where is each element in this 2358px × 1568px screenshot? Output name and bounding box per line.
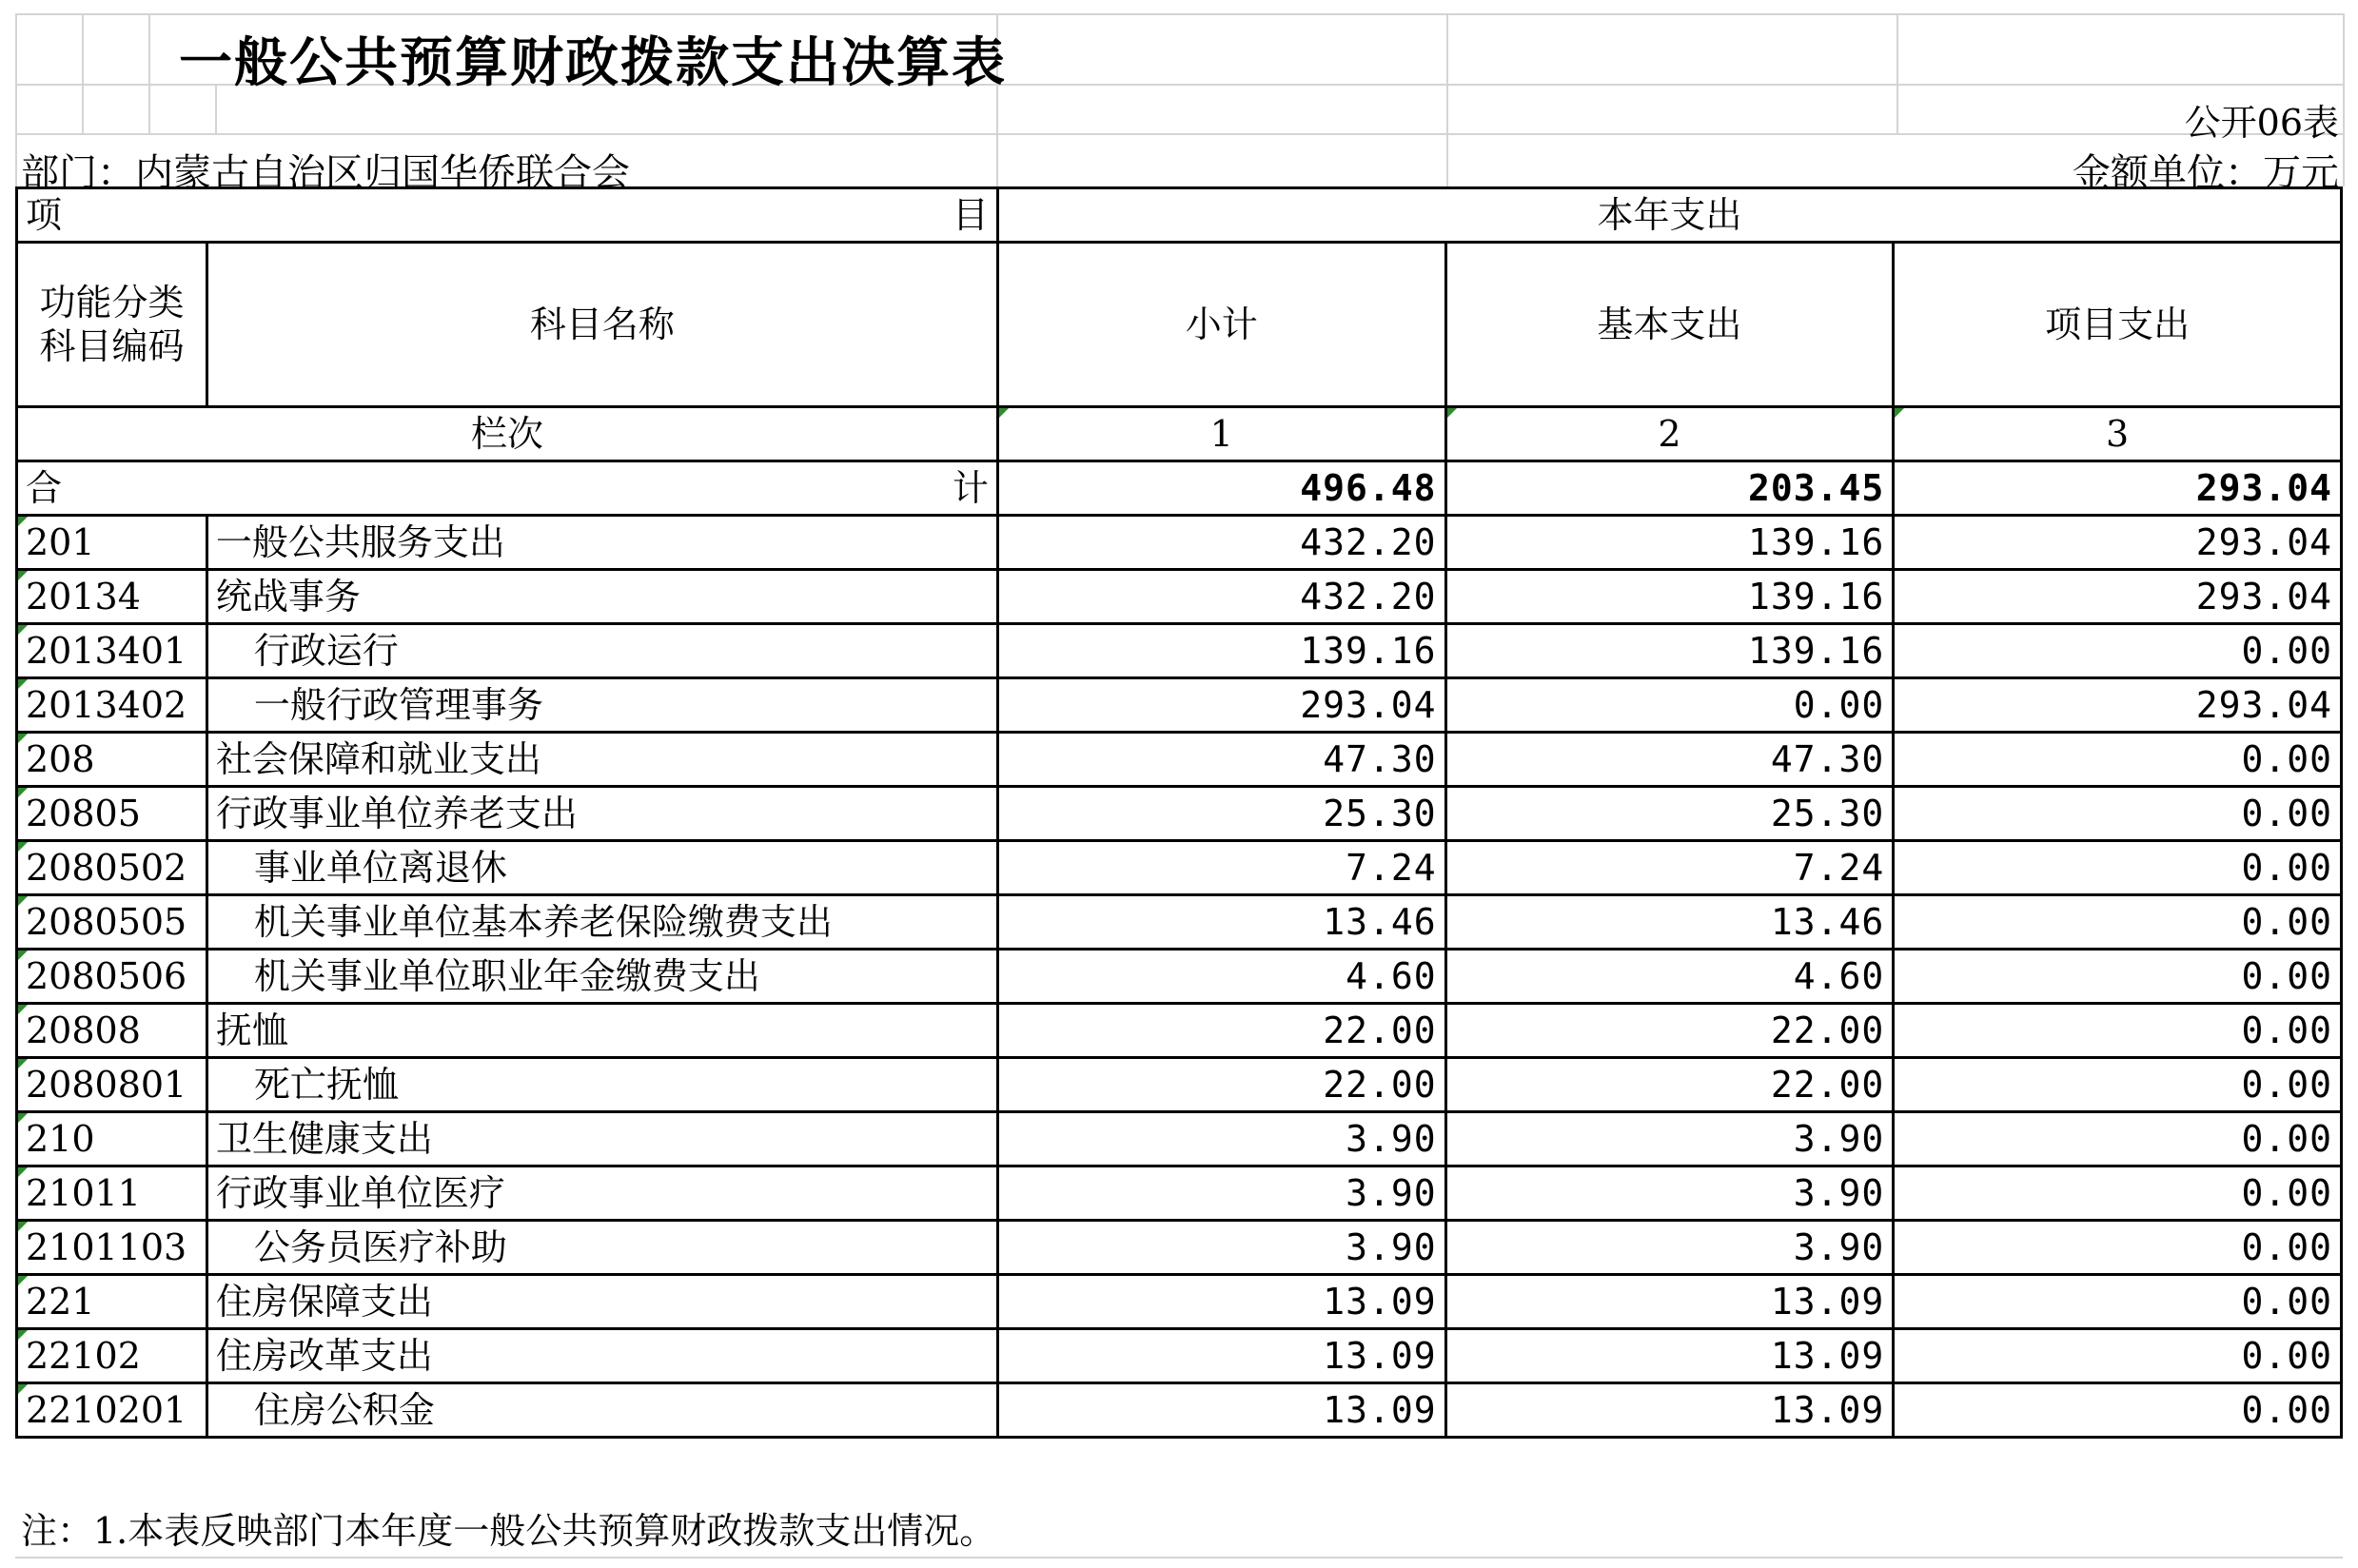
subtotal-cell: 13.09 bbox=[997, 1383, 1445, 1438]
basic-cell: 3.90 bbox=[1445, 1166, 1894, 1221]
basic-cell: 3.90 bbox=[1445, 1112, 1894, 1166]
gridline bbox=[15, 13, 2343, 15]
subject-name-cell: 机关事业单位基本养老保险缴费支出 bbox=[206, 895, 997, 950]
subtotal-cell: 4.60 bbox=[997, 950, 1445, 1004]
total-basic: 203.45 bbox=[1445, 461, 1894, 516]
project-cell: 0.00 bbox=[1894, 733, 2342, 787]
subtotal-cell: 13.09 bbox=[997, 1329, 1445, 1383]
func-code-cell: 20808 bbox=[17, 1004, 207, 1058]
project-header: 项目支出 bbox=[1894, 243, 2342, 407]
table-row bbox=[17, 678, 2342, 733]
basic-cell: 13.09 bbox=[1445, 1275, 1894, 1329]
basic-cell: 13.09 bbox=[1445, 1329, 1894, 1383]
project-cell: 293.04 bbox=[1894, 678, 2342, 733]
project-cell: 0.00 bbox=[1894, 1329, 2342, 1383]
gridline bbox=[15, 1557, 2343, 1558]
project-cell: 0.00 bbox=[1894, 787, 2342, 841]
subject-name-cell: 行政事业单位养老支出 bbox=[206, 787, 997, 841]
table-row bbox=[17, 1004, 2342, 1058]
department-label: 部门：内蒙古自治区归国华侨联合会 bbox=[21, 151, 630, 195]
subtotal-cell: 432.20 bbox=[997, 570, 1445, 624]
func-code-cell: 201 bbox=[17, 516, 207, 570]
basic-cell: 3.90 bbox=[1445, 1221, 1894, 1275]
table-row bbox=[17, 733, 2342, 787]
func-code-header bbox=[17, 243, 207, 407]
func-code-cell: 221 bbox=[17, 1275, 207, 1329]
func-code-cell: 2080801 bbox=[17, 1058, 207, 1112]
basic-cell: 22.00 bbox=[1445, 1004, 1894, 1058]
project-cell: 0.00 bbox=[1894, 1275, 2342, 1329]
subject-name-cell: 统战事务 bbox=[206, 570, 997, 624]
table-number: 公开06表 bbox=[2184, 102, 2339, 144]
basic-cell: 13.46 bbox=[1445, 895, 1894, 950]
header-row-2 bbox=[17, 243, 2342, 407]
table-row bbox=[17, 1329, 2342, 1383]
total-row bbox=[17, 461, 2342, 516]
gridline bbox=[2343, 13, 2345, 186]
subtotal-cell: 293.04 bbox=[997, 678, 1445, 733]
total-project: 293.04 bbox=[1894, 461, 2342, 516]
column-number-2: 2 bbox=[1445, 407, 1894, 461]
subtotal-cell: 3.90 bbox=[997, 1112, 1445, 1166]
item-header-right: 目 bbox=[952, 194, 989, 236]
table-row bbox=[17, 1275, 2342, 1329]
column-number-1: 1 bbox=[997, 407, 1445, 461]
subject-name-header: 科目名称 bbox=[206, 243, 997, 407]
subject-name-cell: 住房公积金 bbox=[206, 1383, 997, 1438]
subject-name-cell: 行政事业单位医疗 bbox=[206, 1166, 997, 1221]
table-row bbox=[17, 787, 2342, 841]
basic-cell: 22.00 bbox=[1445, 1058, 1894, 1112]
subject-name-cell: 社会保障和就业支出 bbox=[206, 733, 997, 787]
subtotal-cell: 139.16 bbox=[997, 624, 1445, 678]
project-cell: 0.00 bbox=[1894, 950, 2342, 1004]
project-cell: 0.00 bbox=[1894, 841, 2342, 895]
func-code-header-line2: 科目编码 bbox=[39, 325, 185, 367]
total-subtotal: 496.48 bbox=[997, 461, 1445, 516]
subtotal-cell: 22.00 bbox=[997, 1004, 1445, 1058]
column-number-3: 3 bbox=[1894, 407, 2342, 461]
project-cell: 0.00 bbox=[1894, 624, 2342, 678]
amount-unit-label: 金额单位：万元 bbox=[2073, 151, 2339, 195]
header-row-1 bbox=[17, 188, 2342, 243]
gridline bbox=[1446, 13, 1448, 186]
func-code-cell: 2080505 bbox=[17, 895, 207, 950]
gridline bbox=[15, 133, 2343, 135]
table-row bbox=[17, 841, 2342, 895]
subject-name-cell: 公务员医疗补助 bbox=[206, 1221, 997, 1275]
table-row bbox=[17, 1166, 2342, 1221]
table-row bbox=[17, 950, 2342, 1004]
table-row bbox=[17, 1221, 2342, 1275]
total-label-left: 合 bbox=[26, 467, 63, 509]
item-header-cell bbox=[17, 188, 998, 243]
gridline bbox=[1896, 13, 1898, 133]
subtotal-cell: 13.46 bbox=[997, 895, 1445, 950]
basic-cell: 4.60 bbox=[1445, 950, 1894, 1004]
subject-name-cell: 死亡抚恤 bbox=[206, 1058, 997, 1112]
basic-cell: 47.30 bbox=[1445, 733, 1894, 787]
func-code-cell: 2080502 bbox=[17, 841, 207, 895]
project-cell: 0.00 bbox=[1894, 1058, 2342, 1112]
subtotal-cell: 3.90 bbox=[997, 1221, 1445, 1275]
basic-header: 基本支出 bbox=[1445, 243, 1894, 407]
table-row bbox=[17, 570, 2342, 624]
subtotal-cell: 3.90 bbox=[997, 1166, 1445, 1221]
subject-name-cell: 机关事业单位职业年金缴费支出 bbox=[206, 950, 997, 1004]
basic-cell: 13.09 bbox=[1445, 1383, 1894, 1438]
basic-cell: 0.00 bbox=[1445, 678, 1894, 733]
subject-name-cell: 行政运行 bbox=[206, 624, 997, 678]
table-row bbox=[17, 1058, 2342, 1112]
column-number-label: 栏次 bbox=[17, 407, 998, 461]
func-code-cell: 2101103 bbox=[17, 1221, 207, 1275]
project-cell: 0.00 bbox=[1894, 1221, 2342, 1275]
project-cell: 0.00 bbox=[1894, 1004, 2342, 1058]
subject-name-cell: 卫生健康支出 bbox=[206, 1112, 997, 1166]
basic-cell: 7.24 bbox=[1445, 841, 1894, 895]
func-code-cell: 22102 bbox=[17, 1329, 207, 1383]
total-label-cell bbox=[17, 461, 998, 516]
gridline bbox=[82, 13, 84, 133]
basic-cell: 139.16 bbox=[1445, 570, 1894, 624]
func-code-cell: 20134 bbox=[17, 570, 207, 624]
table-row bbox=[17, 1112, 2342, 1166]
subtotal-cell: 25.30 bbox=[997, 787, 1445, 841]
func-code-cell: 21011 bbox=[17, 1166, 207, 1221]
footnote: 注：1.本表反映部门本年度一般公共预算财政拨款支出情况。 bbox=[21, 1510, 996, 1552]
project-cell: 0.00 bbox=[1894, 1383, 2342, 1438]
subject-name-cell: 抚恤 bbox=[206, 1004, 997, 1058]
table-row bbox=[17, 516, 2342, 570]
subject-name-cell: 住房改革支出 bbox=[206, 1329, 997, 1383]
func-code-cell: 2080506 bbox=[17, 950, 207, 1004]
basic-cell: 139.16 bbox=[1445, 624, 1894, 678]
page-title: 一般公共预算财政拨款支出决算表 bbox=[179, 32, 1007, 94]
project-cell: 293.04 bbox=[1894, 516, 2342, 570]
current-year-header: 本年支出 bbox=[997, 188, 2341, 243]
subject-name-cell: 一般行政管理事务 bbox=[206, 678, 997, 733]
subtotal-header: 小计 bbox=[997, 243, 1445, 407]
subtotal-cell: 432.20 bbox=[997, 516, 1445, 570]
subject-name-cell: 事业单位离退休 bbox=[206, 841, 997, 895]
project-cell: 0.00 bbox=[1894, 1112, 2342, 1166]
func-code-cell: 20805 bbox=[17, 787, 207, 841]
total-label-right: 计 bbox=[952, 467, 989, 509]
item-header-left: 项 bbox=[26, 194, 63, 236]
func-code-cell: 208 bbox=[17, 733, 207, 787]
table-row bbox=[17, 624, 2342, 678]
subtotal-cell: 22.00 bbox=[997, 1058, 1445, 1112]
basic-cell: 25.30 bbox=[1445, 787, 1894, 841]
func-code-header-line1: 功能分类 bbox=[39, 282, 185, 323]
func-code-cell: 210 bbox=[17, 1112, 207, 1166]
subtotal-cell: 47.30 bbox=[997, 733, 1445, 787]
subtotal-cell: 7.24 bbox=[997, 841, 1445, 895]
table-row bbox=[17, 1383, 2342, 1438]
project-cell: 0.00 bbox=[1894, 895, 2342, 950]
subtotal-cell: 13.09 bbox=[997, 1275, 1445, 1329]
basic-cell: 139.16 bbox=[1445, 516, 1894, 570]
column-number-row bbox=[17, 407, 2342, 461]
subject-name-cell: 住房保障支出 bbox=[206, 1275, 997, 1329]
func-code-cell: 2013401 bbox=[17, 624, 207, 678]
subject-name-cell: 一般公共服务支出 bbox=[206, 516, 997, 570]
budget-table bbox=[15, 186, 2343, 1439]
func-code-cell: 2210201 bbox=[17, 1383, 207, 1438]
project-cell: 0.00 bbox=[1894, 1166, 2342, 1221]
gridline bbox=[148, 13, 150, 133]
project-cell: 293.04 bbox=[1894, 570, 2342, 624]
table-row bbox=[17, 895, 2342, 950]
func-code-cell: 2013402 bbox=[17, 678, 207, 733]
gridline bbox=[15, 13, 17, 186]
